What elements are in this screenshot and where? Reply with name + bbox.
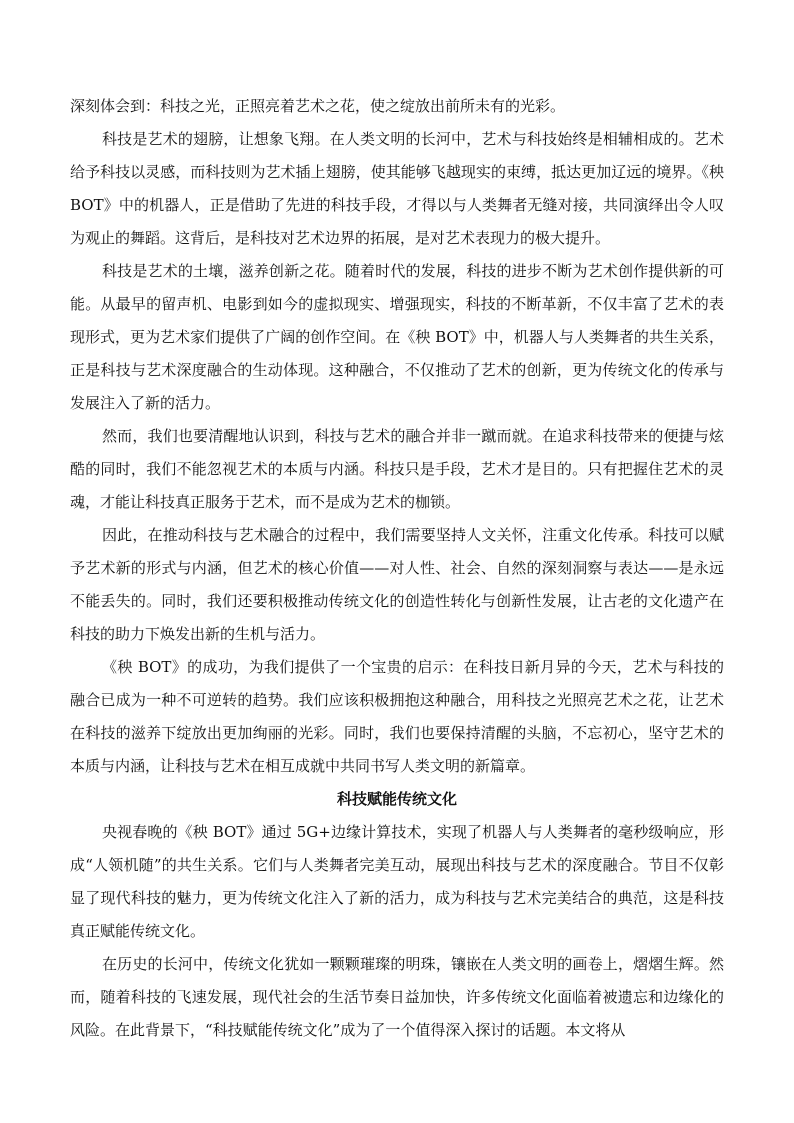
paragraph-section-history: 在历史的长河中，传统文化犹如一颗颗璀璨的明珠，镶嵌在人类文明的画卷上，熠熠生辉。然而，随着科技的飞速发展，现代社会的生活节奏日益加快，许多传统文化面临着被遗忘和边缘化的风险。在此背景下，“科技赋能传统文化”成为了一个值得深入探讨的话题。本文将从 xyxy=(70,955,724,1039)
paragraph-tech-wings: 科技是艺术的翅膀，让想象飞翔。在人类文明的长河中，艺术与科技始终是相辅相成的。艺术给予科技以灵感，而科技则为艺术插上翅膀，使其能够飞越现实的束缚，抵达更加辽远的境界。《秧 BOT》中的机器人，正是借助了先进的科技手段，才得以与人类舞者无缝对接，共同演绎出令人叹为观止的舞蹈。这背后，是科技对艺术边界的拓展，是对艺术表现力的极大提升。 xyxy=(70,130,724,247)
paragraph-however: 然而，我们也要清醒地认识到，科技与艺术的融合并非一蹴而就。在追求科技带来的便捷与炫酷的同时，我们不能忽视艺术的本质与内涵。科技只是手段，艺术才是目的。只有把握住艺术的灵魂，才能让科技真正服务于艺术，而不是成为艺术的枷锁。 xyxy=(70,427,724,511)
document-body xyxy=(70,90,724,1047)
paragraph-tech-soil: 科技是艺术的土壤，滋养创新之花。随着时代的发展，科技的进步不断为艺术创作提供新的可能。从最早的留声机、电影到如今的虚拟现实、增强现实，科技的不断革新，不仅丰富了艺术的表现形式，更为艺术家们提供了广阔的创作空间。在《秧 BOT》中，机器人与人类舞者的共生关系，正是科技与艺术深度融合的生动体现。这种融合，不仅推动了艺术的创新，更为传统文化的传承与发展注入了新的活力。 xyxy=(70,262,724,412)
paragraph-therefore: 因此，在推动科技与艺术融合的过程中，我们需要坚持人文关怀，注重文化传承。科技可以赋予艺术新的形式与内涵，但艺术的核心价值——对人性、社会、自然的深刻洞察与表达——是永远不能丢失的。同时，我们还要积极推动传统文化的创造性转化与创新性发展，让古老的文化遗产在科技的助力下焕发出新的生机与活力。 xyxy=(70,526,724,643)
paragraph-continued: 深刻体会到：科技之光，正照亮着艺术之花，使之绽放出前所未有的光彩。 xyxy=(70,97,566,115)
section-heading: 科技赋能传统文化 xyxy=(336,790,457,808)
paragraph-section-intro: 央视春晚的《秧 BOT》通过 5G+边缘计算技术，实现了机器人与人类舞者的毫秒级响应，形成“人领机随”的共生关系。它们与人类舞者完美互动，展现出科技与艺术的深度融合。节目不仅彰显了现代科技的魅力，更为传统文化注入了新的活力，成为科技与艺术完美结合的典范，这是科技真正赋能传统文化。 xyxy=(70,823,724,940)
paragraph-conclusion: 《秧 BOT》的成功，为我们提供了一个宝贵的启示：在科技日新月异的今天，艺术与科技的融合已成为一种不可逆转的趋势。我们应该积极拥抱这种融合，用科技之光照亮艺术之花，让艺术在科技的滋养下绽放出更加绚丽的光彩。同时，我们也要保持清醒的头脑，不忘初心，坚守艺术的本质与内涵，让科技与艺术在相互成就中共同书写人类文明的新篇章。 xyxy=(70,658,724,775)
